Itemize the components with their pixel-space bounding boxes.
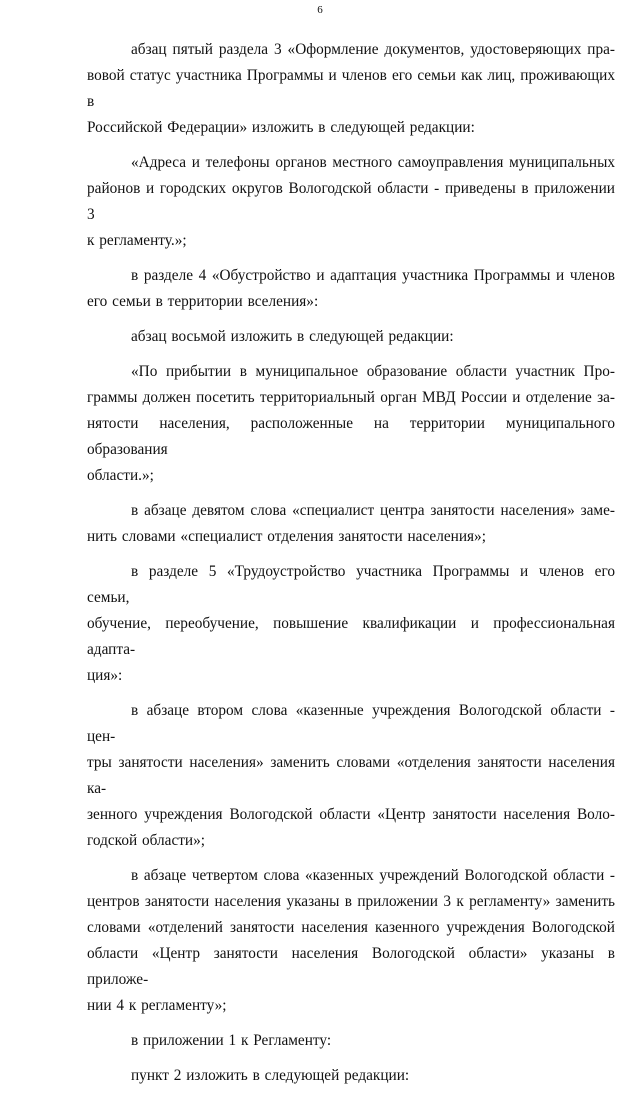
text-line: «Адреса и телефоны органов местного самоуправления муниципальных — [131, 154, 615, 171]
text-line: зенного учреждения Вологодской области «Центр занятости населения Воло- — [87, 806, 615, 823]
text-line: в абзаце четвертом слова «казенных учреждений Вологодской области - — [131, 867, 615, 884]
document-body — [87, 37, 615, 1098]
paragraph-second-abzac — [87, 698, 615, 854]
text-line: нятости населения, расположенные на территории муниципального образования — [87, 415, 615, 458]
text-line: в разделе 4 «Обустройство и адаптация участника Программы и членов — [131, 267, 615, 284]
text-line: нии 4 к регламенту»; — [87, 997, 227, 1014]
text-line: Российской Федерации» изложить в следующей редакции: — [87, 119, 475, 136]
text-line: в абзаце втором слова «казенные учреждения Вологодской области - цен- — [87, 702, 615, 745]
paragraph-fourth-abzac — [87, 863, 615, 1019]
text-line: районов и городских округов Вологодской области - приведены в приложении 3 — [87, 180, 615, 223]
text-line: «По прибытии в муниципальное образование области участник Про- — [131, 363, 615, 380]
page-number: 6 — [317, 4, 323, 16]
text-line: пункт 2 изложить в следующей редакции: — [131, 1067, 410, 1084]
paragraph-point2 — [87, 1063, 615, 1089]
paragraph-section5 — [87, 559, 615, 689]
paragraph-addresses-quote — [87, 150, 615, 254]
text-line: к регламенту.»; — [87, 232, 187, 249]
text-line: тры занятости населения» заменить словами «отделения занятости населения ка- — [87, 754, 615, 797]
text-line: абзац восьмой изложить в следующей редакции: — [131, 328, 454, 345]
text-line: в приложении 1 к Регламенту: — [131, 1032, 332, 1049]
text-line: ция»: — [87, 667, 123, 684]
text-line: обучение, переобучение, повышение квалификации и профессиональная адапта- — [87, 615, 615, 658]
text-line: области «Центр занятости населения Вологодской области» указаны в приложе- — [87, 945, 615, 988]
text-line: в разделе 5 «Трудоустройство участника Программы и членов его семьи, — [87, 563, 615, 606]
paragraph-arrival-quote — [87, 359, 615, 489]
text-line: в абзаце девятом слова «специалист центра занятости населения» заме- — [131, 502, 615, 519]
text-line: абзац пятый раздела 3 «Оформление документов, удостоверяющих пра- — [131, 41, 615, 58]
paragraph-section3-paragraph5 — [87, 37, 615, 141]
text-line: годской области»; — [87, 832, 206, 849]
paragraph-section4 — [87, 263, 615, 315]
text-line: его семьи в территории вселения»: — [87, 293, 319, 310]
text-line: области.»; — [87, 467, 154, 484]
text-line: вовой статус участника Программы и членов его семьи как лиц, проживающих в — [87, 67, 615, 110]
paragraph-ninth-abzac — [87, 498, 615, 550]
text-line: центров занятости населения указаны в приложении 3 к регламенту» заменить — [87, 893, 615, 910]
text-line: граммы должен посетить территориальный орган МВД России и отделение за- — [87, 389, 615, 406]
paragraph-appendix1 — [87, 1028, 615, 1054]
text-line: нить словами «специалист отделения занятости населения»; — [87, 528, 486, 545]
text-line: словами «отделений занятости населения казенного учреждения Вологодской — [87, 919, 615, 936]
paragraph-eighth-abzac — [87, 324, 615, 350]
